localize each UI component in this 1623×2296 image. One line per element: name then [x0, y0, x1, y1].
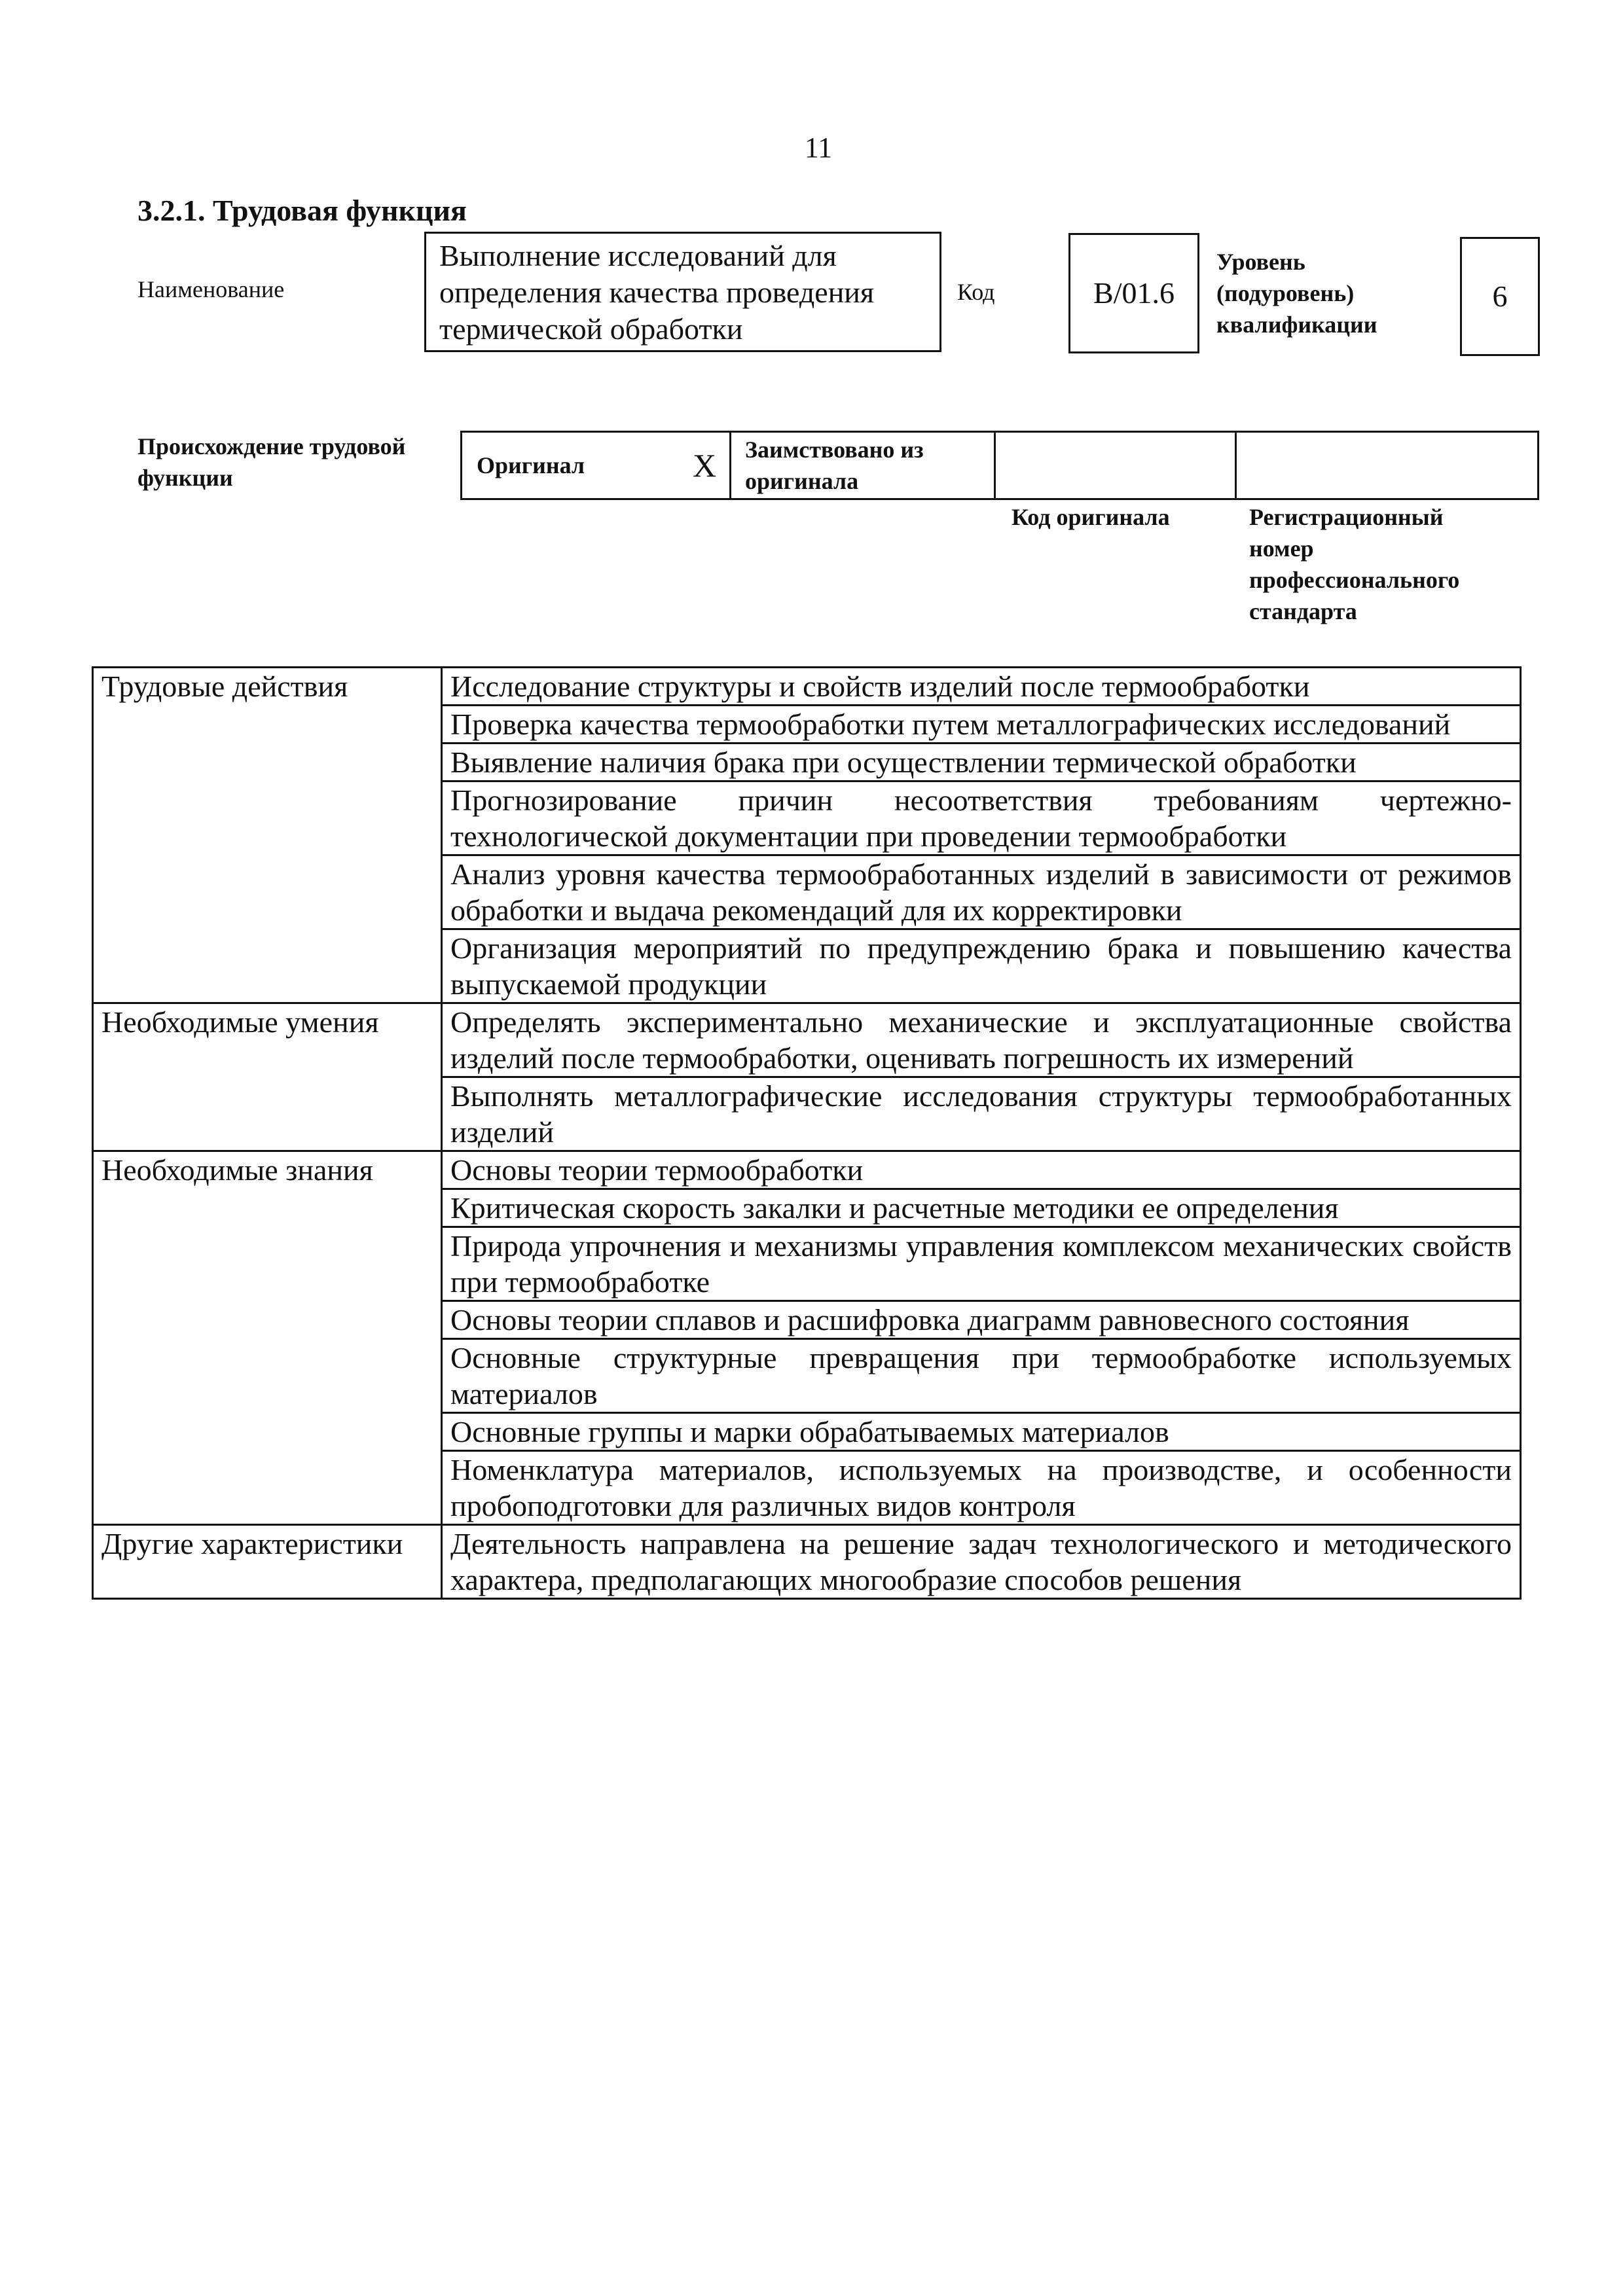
- section-item: Номенклатура материалов, используемых на производстве, и особенности пробоподготовки для различных видов контроля: [442, 1451, 1521, 1525]
- section-category: Другие характеристики: [93, 1525, 442, 1599]
- section-item: Основы теории сплавов и расшифровка диаграмм равновесного состояния: [442, 1301, 1521, 1339]
- name-label: Наименование: [137, 276, 285, 302]
- code-field: [1068, 233, 1199, 353]
- section-item: Критическая скорость закалки и расчетные методики ее определения: [442, 1189, 1521, 1227]
- table-row: [93, 1003, 1521, 1077]
- reg-number-caption: Регистрационный номер профессионального стандарта: [1249, 504, 1460, 624]
- section-category: Трудовые действия: [93, 668, 442, 1003]
- section-item: Выполнять металлографические исследования структуры термообработанных изделий: [442, 1077, 1521, 1151]
- section-category: Необходимые умения: [93, 1003, 442, 1151]
- table-row: [93, 1525, 1521, 1599]
- borrowed-label: Заимствовано из оригинала: [745, 437, 924, 494]
- section-item: Природа упрочнения и механизмы управления комплексом механических свойств при термообработке: [442, 1227, 1521, 1301]
- origin-divider: [1235, 433, 1237, 498]
- original-mark: X: [693, 447, 717, 484]
- page-number: 11: [804, 132, 833, 164]
- section-item: Основные структурные превращения при термообработке используемых материалов: [442, 1339, 1521, 1413]
- level-value: 6: [1492, 279, 1508, 313]
- level-field: [1460, 237, 1540, 356]
- section-item: Анализ уровня качества термообработанных изделий в зависимости от режимов обработки и выдача рекомендаций для их корректировки: [442, 855, 1521, 929]
- origin-table: [460, 431, 1539, 500]
- section-category: Необходимые знания: [93, 1151, 442, 1525]
- original-label: Оригинал: [477, 452, 585, 478]
- function-name-value: Выполнение исследований для определения качества проведения термической обработки: [439, 239, 875, 346]
- section-item: Прогнозирование причин несоответствия требованиям чертежно-технологической документации при проведении термообработки: [442, 781, 1521, 855]
- level-label: Уровень (подуровень) квалификации: [1216, 249, 1377, 338]
- section-item: Организация мероприятий по предупреждению брака и повышению качества выпускаемой продукции: [442, 929, 1521, 1003]
- section-item: Исследование структуры и свойств изделий после термообработки: [442, 668, 1521, 706]
- function-table: [92, 666, 1522, 1600]
- section-item: Выявление наличия брака при осуществлении термической обработки: [442, 744, 1521, 781]
- table-row: [93, 1151, 1521, 1189]
- function-name-field: [424, 232, 941, 352]
- original-code-caption: Код оригинала: [1012, 504, 1170, 530]
- origin-divider: [994, 433, 996, 498]
- section-item: Проверка качества термообработки путем металлографических исследований: [442, 706, 1521, 744]
- origin-divider: [729, 433, 731, 498]
- section-item: Основы теории термообработки: [442, 1151, 1521, 1189]
- code-value: B/01.6: [1093, 276, 1175, 310]
- section-item: Деятельность направлена на решение задач технологического и методического характера, предполагающих многообразие способов решения: [442, 1525, 1521, 1599]
- code-label: Код: [957, 279, 995, 305]
- section-item: Определять экспериментально механические и эксплуатационные свойства изделий после термообработки, оценивать погрешность их измерений: [442, 1003, 1521, 1077]
- section-item: Основные группы и марки обрабатываемых материалов: [442, 1413, 1521, 1451]
- origin-label: Происхождение трудовой функции: [137, 433, 406, 491]
- section-title: 3.2.1. Трудовая функция: [137, 194, 467, 227]
- table-row: [93, 668, 1521, 706]
